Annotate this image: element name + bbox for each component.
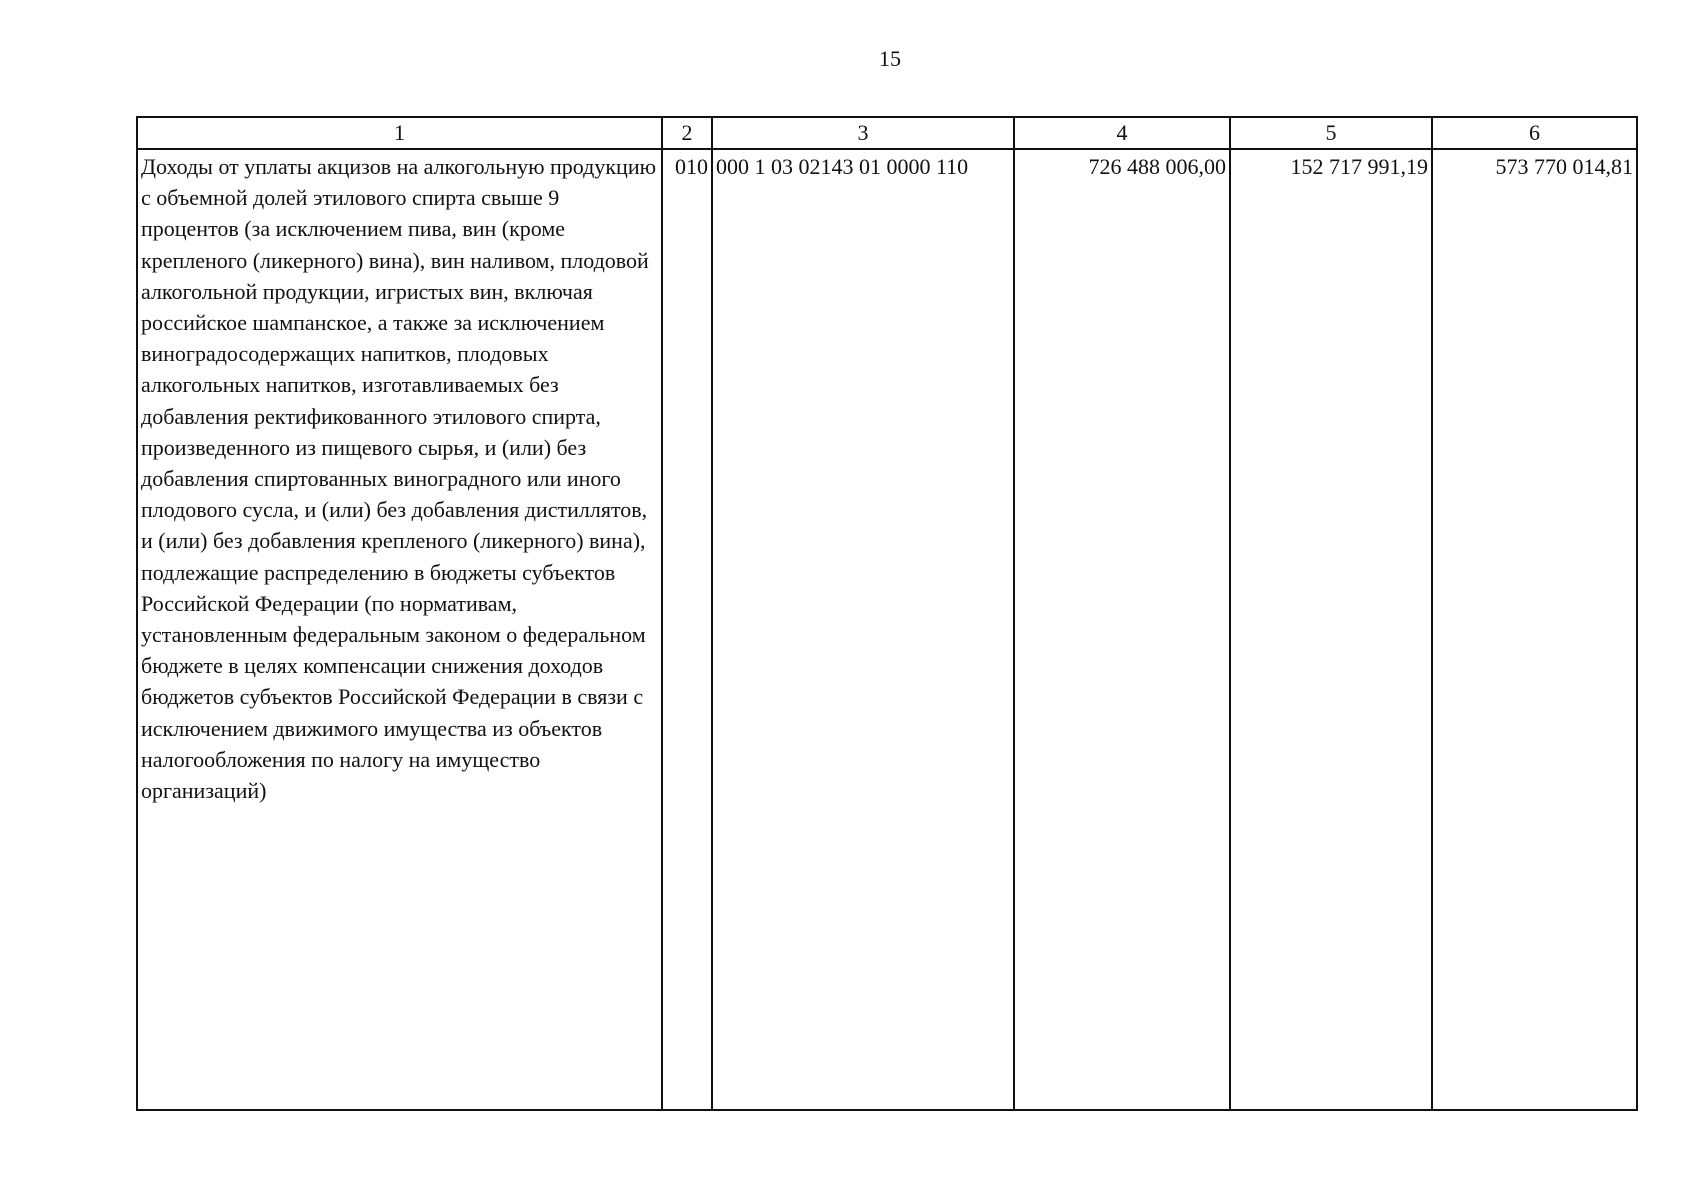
column-header-3: 3 (712, 117, 1014, 149)
column-header-6: 6 (1432, 117, 1637, 149)
amount-col4-cell: 726 488 006,00 (1014, 149, 1230, 1110)
line-code-cell: 010 (662, 149, 712, 1110)
column-header-2: 2 (662, 117, 712, 149)
income-name-cell: Доходы от уплаты акцизов на алкогольную продукцию с объемной долей этилового спирта свыше 9 процентов (за исключением пива, вин (кроме крепленого (ликерного) вина), вин наливом, плодовой алкогольной продукции, игристых вин, включая российское шампанское, а также за исключением виноградосодержащих напитков, плодовых алкогольных напитков, изготавливаемых без добавления ректификованного этилового спирта, произведенного из пищевого сырья, и (или) без добавления спиртованных виноградного или иного плодового сусла, и (или) без добавления дистиллятов, и (или) без добавления крепленого (ликерного) вина), подлежащие распределению в бюджеты субъектов Российской Федерации (по нормативам, установленным федеральным законом о федеральном бюджете в целях компенсации снижения доходов бюджетов субъектов Российской Федерации в связи с исключением движимого имущества из объектов налогообложения по налогу на имущество организаций) (137, 149, 662, 1110)
table-header-row (137, 117, 1637, 149)
amount-col6-cell: 573 770 014,81 (1432, 149, 1637, 1110)
table-row (137, 149, 1637, 1110)
column-header-1: 1 (137, 117, 662, 149)
income-table (136, 116, 1638, 1111)
income-code-cell: 000 1 03 02143 01 0000 110 (712, 149, 1014, 1110)
column-header-5: 5 (1230, 117, 1432, 149)
page-number: 15 (879, 46, 901, 71)
amount-col5-cell: 152 717 991,19 (1230, 149, 1432, 1110)
column-header-4: 4 (1014, 117, 1230, 149)
